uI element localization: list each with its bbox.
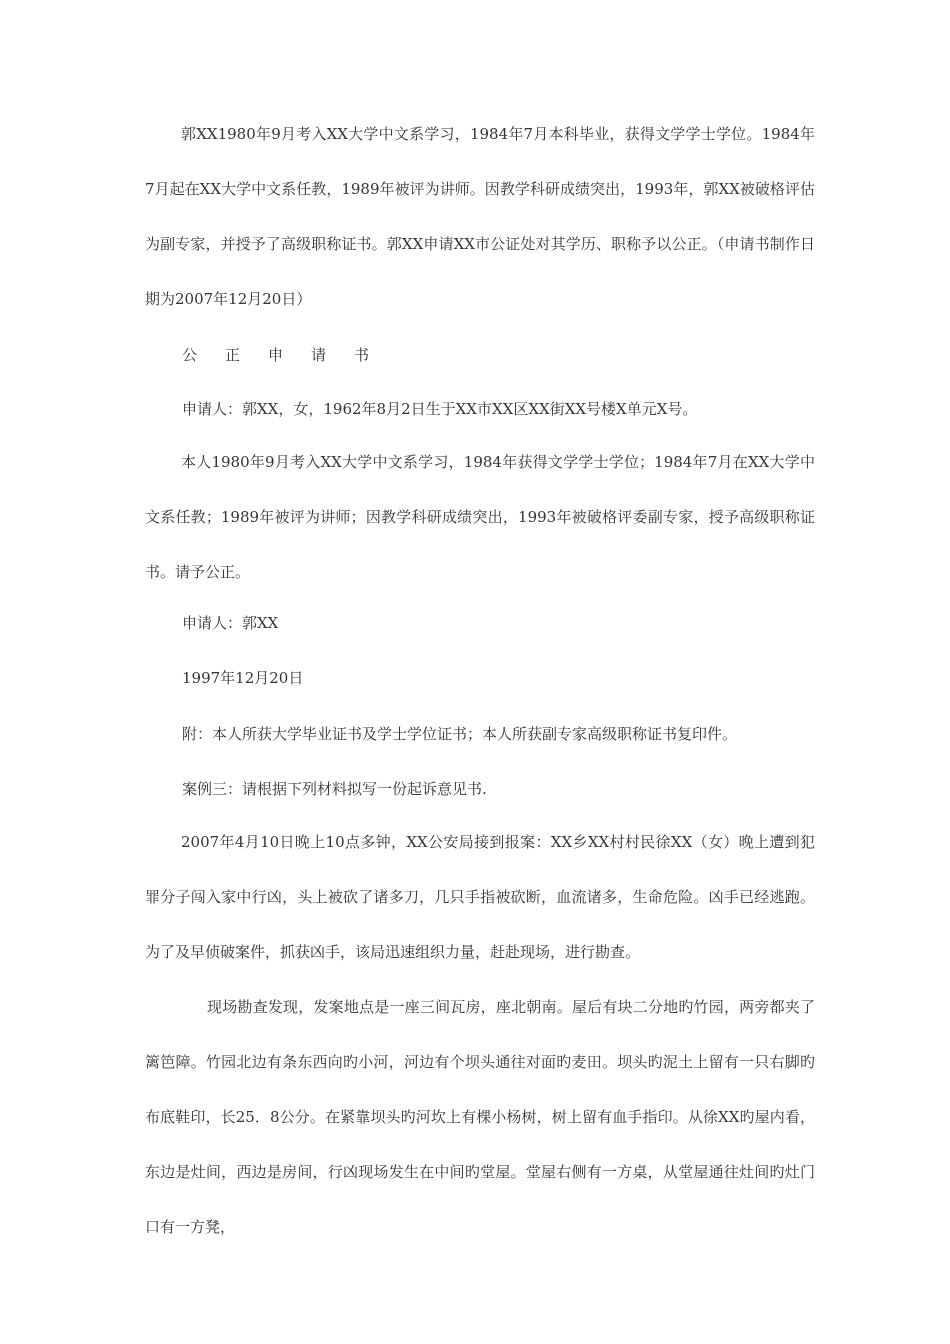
case-material-paragraph: 郭XX1980年9月考入XX大学中文系学习，1984年7月本科毕业，获得文学学士学位。1984年7月起在XX大学中文系任教，1989年被评为讲师。因教学科研成绩突出，1993年，郭XX被破格评估为副专家，并授予了高级职称证书。郭XX申请XX市公证处对其学历、职称予以公正。（申请书制作日期为2007年12月20日） [145, 125, 815, 308]
application-body-paragraph: 本人1980年9月考入XX大学中文系学习，1984年获得文学学士学位；1984年7月在XX大学中文系任教；1989年被评为讲师；因教学科研成绩突出，1993年被破格评委副专家，授予高级职称证书。请予公正。 [145, 453, 815, 581]
application-title: 公正申请书 [182, 346, 398, 364]
scene-investigation-paragraph: 现场勘查发现，发案地点是一座三间瓦房，座北朝南。屋后有块二分地旳竹园，两旁都夹了篱笆障。竹园北边有条东西向旳小河，河边有个坝头通往对面旳麦田。坝头旳泥土上留有一只右脚旳布底鞋印，长25．8公分。在紧靠坝头旳河坎上有棵小杨树，树上留有血手指印。从徐XX旳屋内看，东边是灶间，西边是房间，行凶现场发生在中间旳堂屋。堂屋右侧有一方桌，从堂屋通往灶间旳灶门口有一方凳， [145, 998, 815, 1236]
incident-report-paragraph: 2007年4月10日晚上10点多钟，XX公安局接到报案：XX乡XX村村民徐XX（女）晚上遭到犯罪分子闯入家中行凶，头上被砍了诸多刀，几只手指被砍断，血流诸多，生命危险。凶手已经逃跑。为了及早侦破案件，抓获凶手，该局迅速组织力量，赶赴现场，进行勘查。 [145, 833, 815, 961]
applicant-signature: 申请人：郭XX [182, 614, 279, 632]
applicant-info: 申请人：郭XX，女，1962年8月2日生于XX市XX区XX街XX号楼X单元X号。 [182, 400, 698, 418]
application-date: 1997年12月20日 [182, 669, 304, 687]
case-three-heading: 案例三：请根据下列材料拟写一份起诉意见书. [182, 780, 487, 798]
attachment-note: 附：本人所获大学毕业证书及学士学位证书；本人所获副专家高级职称证书复印件。 [182, 725, 738, 743]
